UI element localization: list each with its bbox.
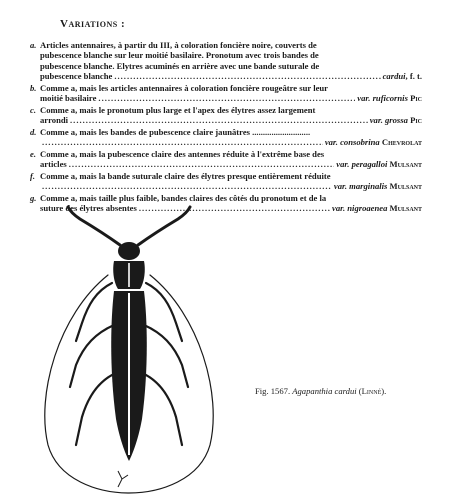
beetle-illustration: [18, 205, 248, 495]
entry-body: [40, 149, 422, 170]
leader-dots: [42, 181, 332, 191]
leader-dots: [70, 115, 368, 125]
entry-tail: [40, 93, 422, 103]
entry-body: [40, 171, 422, 192]
scale-mark: [118, 471, 128, 487]
leg-front-left: [76, 283, 112, 341]
variety-author: Chevrolat: [381, 137, 422, 148]
variation-entry-d: [30, 126, 422, 148]
variety-label: [334, 181, 422, 191]
entry-line: Comme a, mais la bande suturale claire des élytres presque entièrement réduite: [40, 170, 331, 181]
leader-dots: [98, 93, 355, 103]
entry-line: Comme a, mais taille plus faible, bandes claires des côtés du pronotum et de la: [40, 192, 327, 203]
variety-name: var. peragalloi: [336, 159, 388, 170]
variety-name: var. grossa: [369, 115, 408, 126]
figure-caption: [255, 386, 386, 396]
entry-tail-text: articles: [40, 159, 67, 170]
section-heading: Variations :: [60, 18, 126, 30]
leg-front-right: [146, 283, 182, 341]
variation-entry-b: [30, 82, 422, 104]
entry-line: Comme a, mais la pubescence claire des antennes réduite à l'extrême base des: [40, 148, 325, 159]
entry-marker: f.: [30, 170, 36, 181]
leg-hind-right: [142, 373, 182, 445]
entry-tail: [40, 181, 422, 191]
entry-line: Comme a, mais les bandes de pubescence claire jaunâtres ...........................: [40, 126, 311, 137]
variation-entry-c: [30, 104, 422, 126]
entry-marker: g.: [30, 192, 37, 203]
entry-tail: [40, 159, 422, 169]
figure-number: Fig. 1567.: [255, 386, 291, 396]
variety-label: [336, 159, 422, 169]
entry-tail-text: suture des élytres absentes: [40, 203, 137, 214]
entry-marker: c.: [30, 104, 36, 115]
leader-dots: [42, 137, 323, 147]
entry-line: Comme a, mais les articles antennaires à coloration foncière rougeâtre sur leur: [40, 82, 328, 93]
variety-name: var. nigroaenea: [332, 203, 388, 214]
leader-dots: [69, 159, 335, 169]
figure-author: (Linné).: [358, 386, 387, 396]
variety-label: cardui, f. t.: [382, 71, 422, 82]
variety-author: Pic: [410, 115, 422, 126]
entry-line: Articles antennaires, à partir du III, à coloration foncière noire, couverts de: [40, 40, 317, 50]
entry-body: [40, 127, 422, 148]
leader-dots: [114, 71, 380, 81]
entry-marker: e.: [30, 148, 36, 159]
variation-entry-e: [30, 148, 422, 170]
variations-list: [30, 40, 422, 215]
entry-tail-text: pubescence blanche: [40, 71, 113, 82]
entry-tail-text: moitié basilaire: [40, 93, 97, 104]
antenna-right: [138, 207, 190, 245]
variety-label: [357, 93, 422, 103]
variation-entry-f: [30, 170, 422, 192]
antenna-left: [68, 207, 120, 245]
variety-author: Mulsant: [389, 203, 422, 214]
variety-name: var. ruficornis: [357, 93, 408, 104]
variety-author: Mulsant: [389, 181, 422, 192]
entry-tail: [40, 71, 422, 81]
entry-tail: [40, 115, 422, 125]
variety-name: var. marginalis: [333, 181, 388, 192]
entry-marker: b.: [30, 82, 37, 93]
variety-label: [325, 137, 422, 147]
entry-body: [40, 83, 422, 104]
entry-marker: d.: [30, 126, 37, 137]
entry-tail-text: arrondi: [40, 115, 69, 126]
beetle-head: [118, 242, 140, 260]
entry-line: pubescence blanche. Elytres acuminés en arrière avec une bande suturale de: [40, 60, 320, 71]
entry-line: pubescence blanche sur leur moitié basilaire. Pronotum avec trois bandes de: [40, 50, 319, 61]
variety-author: Mulsant: [389, 159, 422, 170]
figure-species: Agapanthia cardui: [292, 386, 357, 396]
variety-author: Pic: [410, 93, 422, 104]
entry-line: Comme a, mais le pronotum plus large et l'apex des élytres assez largement: [40, 104, 316, 115]
variety-author: f. t.: [409, 71, 422, 82]
variation-entry-a: [30, 40, 422, 82]
leg-hind-left: [76, 373, 116, 445]
entry-body: [40, 40, 422, 82]
variety-label: [370, 115, 422, 125]
entry-tail: [40, 137, 422, 147]
entry-body: [40, 105, 422, 126]
entry-marker: a.: [30, 40, 37, 50]
variety-label: [332, 203, 422, 213]
variety-name: cardui: [382, 71, 406, 82]
variety-name: var. consobrina: [324, 137, 380, 148]
